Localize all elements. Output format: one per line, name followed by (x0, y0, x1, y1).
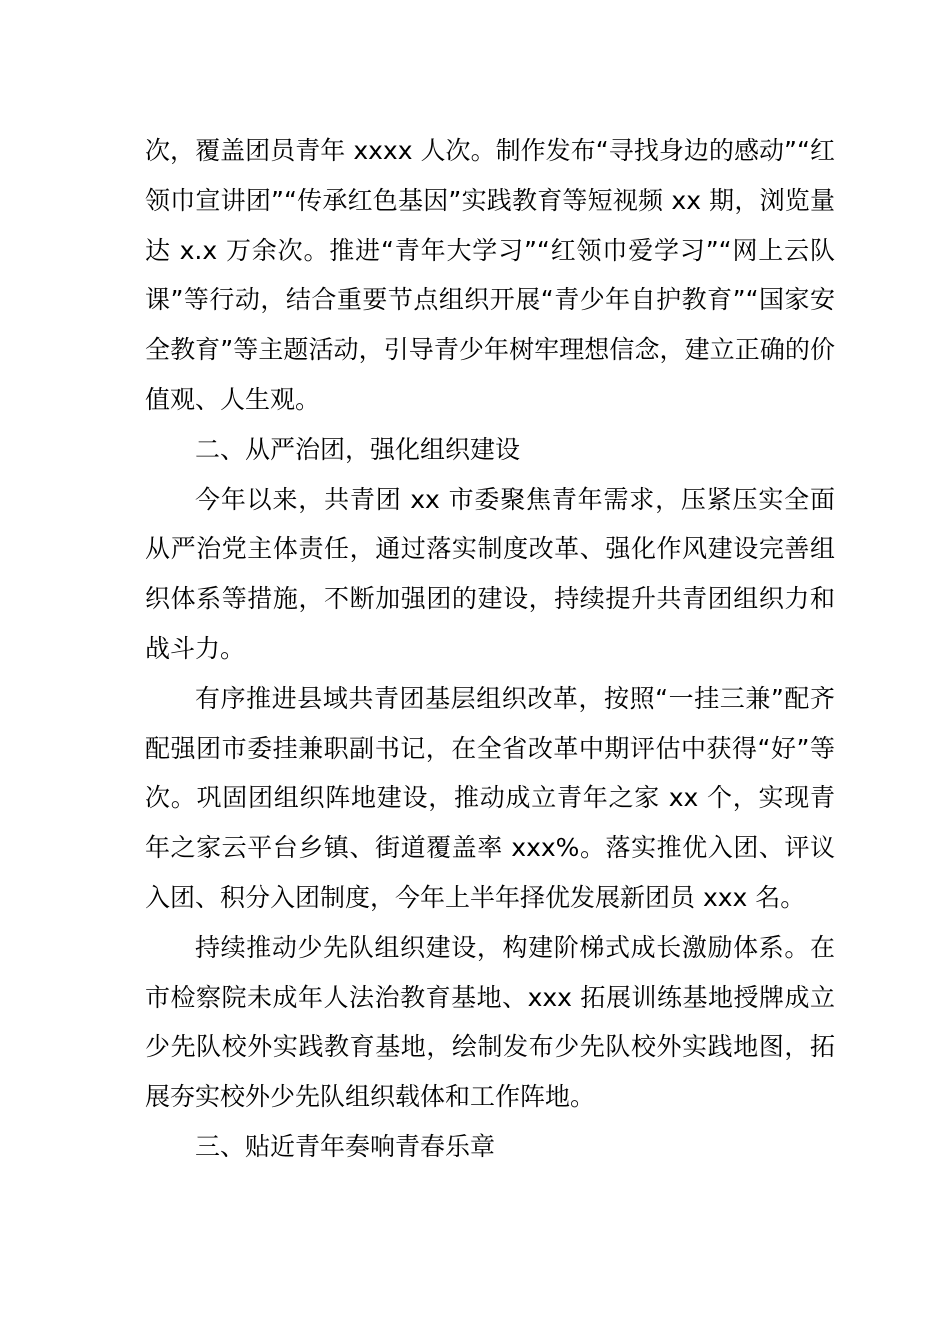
document-body (145, 126, 835, 1172)
section-heading-3: 三、贴近青年奏响青春乐章 (195, 1131, 496, 1161)
paragraph: 持续推动少先队组织建设，构建阶梯式成长激励体系。在市检察院未成年人法治教育基地、xxx 拓展训练基地授牌成立少先队校外实践教育基地，绘制发布少先队校外实践地图，拓展夯实校外少先队组织载体和工作阵地。 (145, 932, 835, 1112)
paragraph: 有序推进县域共青团基层组织改革，按照“一挂三兼”配齐配强团市委挂兼职副书记，在全省改革中期评估中获得“好”等次。巩固团组织阵地建设，推动成立青年之家 xx 个，实现青年之家云平台乡镇、街道覆盖率 xxx%。落实推优入团、评议入团、积分入团制度，今年上半年择优发展新团员 xxx 名。 (145, 683, 835, 912)
section-heading-2: 二、从严治团，强化组织建设 (195, 434, 521, 464)
paragraph-continuation: 次，覆盖团员青年 xxxx 人次。制作发布“寻找身边的感动”“红领巾宣讲团”“传承红色基因”实践教育等短视频 xx 期，浏览量达 x.x 万余次。推进“青年大学习”“红领巾爱学习”“网上云队课”等行动，结合重要节点组织开展“青少年自护教育”“国家安全教育”等主题活动，引导青少年树牢理想信念，建立正确的价值观、人生观。 (145, 136, 835, 414)
paragraph: 今年以来，共青团 xx 市委聚焦青年需求，压紧压实全面从严治党主体责任，通过落实制度改革、强化作风建设完善组织体系等措施，不断加强团的建设，持续提升共青团组织力和战斗力。 (145, 484, 835, 663)
